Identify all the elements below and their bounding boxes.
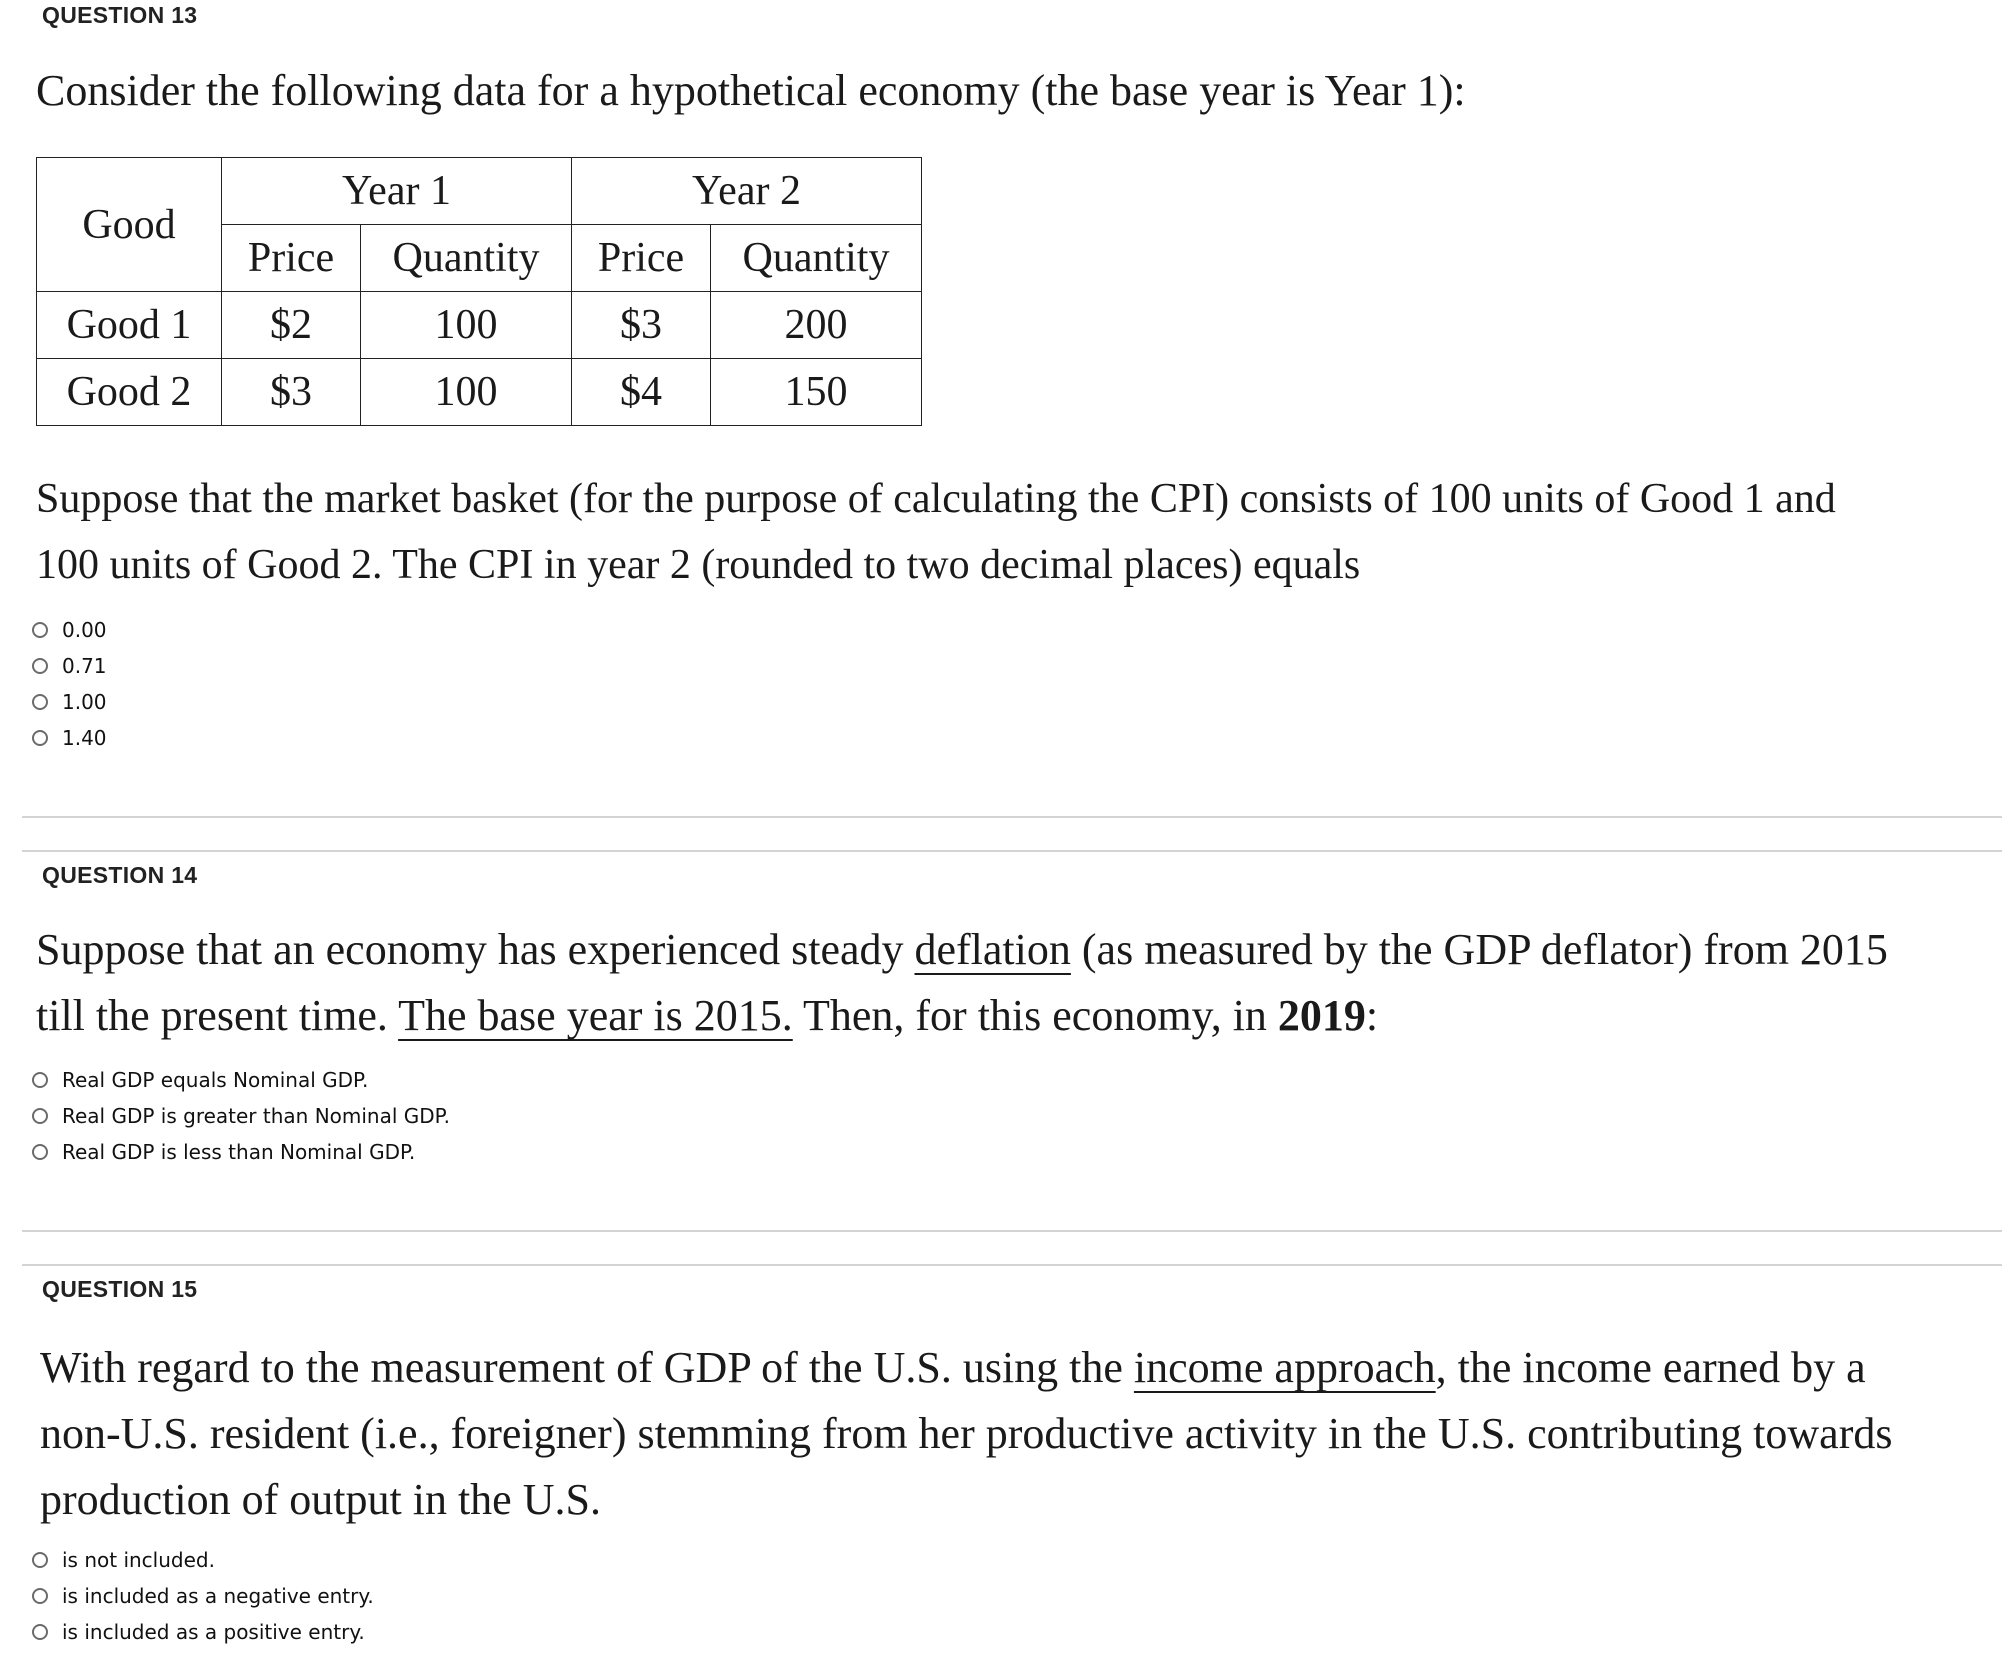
table-row xyxy=(37,359,922,426)
year1-header: Year 1 xyxy=(222,158,572,225)
price-cell: $4 xyxy=(572,359,711,426)
option-label: is included as a positive entry. xyxy=(62,1620,365,1644)
radio-button[interactable] xyxy=(32,1588,48,1604)
question-15-stem-line2: non-U.S. resident (i.e., foreigner) stemming from her productive activity in the U.S. contributing towards xyxy=(40,1409,1893,1458)
q14-option-0[interactable] xyxy=(32,1062,450,1098)
text-fragment: With regard to the measurement of GDP of the U.S. using the xyxy=(40,1343,1134,1392)
data-table xyxy=(36,157,922,426)
radio-button[interactable] xyxy=(32,658,48,674)
radio-button[interactable] xyxy=(32,694,48,710)
question-14-options xyxy=(32,1062,450,1170)
q15-option-1[interactable] xyxy=(32,1578,374,1614)
option-label: 1.00 xyxy=(62,690,107,714)
underlined-term: The base year is 2015. xyxy=(398,991,793,1040)
quantity-cell: 100 xyxy=(361,359,572,426)
price-cell: $3 xyxy=(222,359,361,426)
divider xyxy=(22,816,2002,818)
q13-option-1[interactable] xyxy=(32,648,107,684)
text-fragment: (as measured by the GDP deflator) from 2015 xyxy=(1070,925,1888,974)
underlined-term: income approach xyxy=(1133,1343,1436,1392)
price-cell: $3 xyxy=(572,292,711,359)
divider xyxy=(22,850,2002,852)
year2-price-header: Price xyxy=(572,225,711,292)
option-label: Real GDP is less than Nominal GDP. xyxy=(62,1140,416,1164)
question-13-stem-line1: Suppose that the market basket (for the purpose of calculating the CPI) consists of 100 units of Good 1 and xyxy=(36,476,1836,522)
year2-header: Year 2 xyxy=(572,158,922,225)
q14-option-1[interactable] xyxy=(32,1098,450,1134)
bold-year: 2019 xyxy=(1277,991,1366,1040)
radio-button[interactable] xyxy=(32,1144,48,1160)
option-label: 0.71 xyxy=(62,654,107,678)
text-fragment: till the present time. xyxy=(36,991,399,1040)
q13-option-3[interactable] xyxy=(32,720,107,756)
option-label: is not included. xyxy=(62,1548,215,1572)
question-13-intro: Consider the following data for a hypothetical economy (the base year is Year 1): xyxy=(36,66,1466,115)
q15-option-0[interactable] xyxy=(32,1542,374,1578)
good-header: Good xyxy=(37,158,222,292)
question-15-stem-line1 xyxy=(40,1335,1866,1401)
option-label: Real GDP is greater than Nominal GDP. xyxy=(62,1104,450,1128)
quantity-cell: 150 xyxy=(711,359,922,426)
radio-button[interactable] xyxy=(32,1072,48,1088)
good-cell: Good 2 xyxy=(37,359,222,426)
question-13-header: QUESTION 13 xyxy=(42,2,198,28)
radio-button[interactable] xyxy=(32,1552,48,1568)
question-14-stem-line1 xyxy=(36,917,1888,983)
q15-option-2[interactable] xyxy=(32,1614,374,1650)
text-fragment: Then, for this economy, in xyxy=(792,991,1278,1040)
question-15-header: QUESTION 15 xyxy=(42,1276,198,1302)
year2-quantity-header: Quantity xyxy=(711,225,922,292)
good-cell: Good 1 xyxy=(37,292,222,359)
divider xyxy=(22,1230,2002,1232)
radio-button[interactable] xyxy=(32,730,48,746)
question-14-header: QUESTION 14 xyxy=(42,862,198,888)
q13-option-2[interactable] xyxy=(32,684,107,720)
q13-option-0[interactable] xyxy=(32,612,107,648)
table-row xyxy=(37,292,922,359)
option-label: is included as a negative entry. xyxy=(62,1584,374,1608)
year1-quantity-header: Quantity xyxy=(361,225,572,292)
price-cell: $2 xyxy=(222,292,361,359)
question-14-stem-line2 xyxy=(36,983,1378,1049)
quantity-cell: 100 xyxy=(361,292,572,359)
option-label: 0.00 xyxy=(62,618,107,642)
option-label: 1.40 xyxy=(62,726,107,750)
text-fragment: Suppose that an economy has experienced steady xyxy=(36,925,915,974)
option-label: Real GDP equals Nominal GDP. xyxy=(62,1068,369,1092)
q14-option-2[interactable] xyxy=(32,1134,450,1170)
year1-price-header: Price xyxy=(222,225,361,292)
radio-button[interactable] xyxy=(32,622,48,638)
question-15-stem-line3: production of output in the U.S. xyxy=(40,1475,601,1524)
text-fragment: , the income earned by a xyxy=(1435,1343,1866,1392)
radio-button[interactable] xyxy=(32,1624,48,1640)
quantity-cell: 200 xyxy=(711,292,922,359)
radio-button[interactable] xyxy=(32,1108,48,1124)
question-15-options xyxy=(32,1542,374,1650)
divider xyxy=(22,1264,2002,1266)
underlined-term: deflation xyxy=(914,925,1071,974)
text-fragment: : xyxy=(1365,991,1379,1040)
question-13-stem-line2: 100 units of Good 2. The CPI in year 2 (rounded to two decimal places) equals xyxy=(36,542,1361,588)
question-13-options xyxy=(32,612,107,756)
